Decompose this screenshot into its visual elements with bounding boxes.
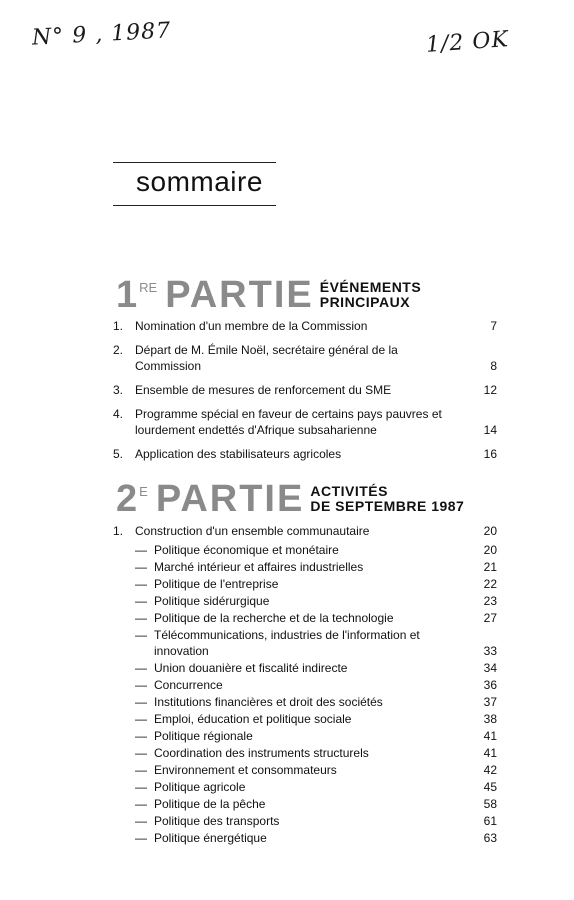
toc-subentry-page: 41: [483, 746, 497, 760]
toc-subentry[interactable]: [113, 694, 497, 710]
toc-subentry-page: 41: [483, 729, 497, 743]
toc-entry-number: 1.: [113, 524, 124, 538]
toc-sublist: [113, 542, 497, 846]
handwritten-issue-number: N° 9 , 1987: [31, 18, 172, 51]
toc-subentry-text: Emploi, éducation et politique sociale: [154, 712, 352, 726]
handwritten-check-note: 1/2 OK: [425, 27, 510, 58]
toc-subentry-page: 61: [483, 814, 497, 828]
part1-subtitle-line2: PRINCIPAUX: [319, 294, 411, 310]
toc-subentry[interactable]: [113, 559, 497, 575]
part1-word: PARTIE: [165, 274, 314, 316]
toc-entry-text: Construction d'un ensemble communautaire: [135, 524, 370, 538]
toc-subentry-page: 34: [483, 661, 497, 675]
toc-entry-page: 14: [483, 423, 497, 437]
toc-subentry-page: 37: [483, 695, 497, 709]
part1-subtitle: [320, 280, 421, 310]
toc-subentry-page: 38: [483, 712, 497, 726]
toc-entry[interactable]: [113, 523, 497, 539]
part2-word: PARTIE: [155, 478, 305, 520]
toc-entry-page: 16: [483, 447, 497, 461]
toc-entry[interactable]: [113, 342, 497, 374]
toc-subentry[interactable]: [113, 627, 497, 659]
toc-entry-text: Ensemble de mesures de renforcement du SME: [135, 383, 392, 397]
part2-subtitle-line1: ACTIVITÉS: [310, 483, 388, 499]
toc-subentry[interactable]: [113, 576, 497, 592]
toc-subentry-text: Politique de la recherche et de la technologie: [154, 611, 394, 625]
toc-entry-number: 3.: [113, 383, 124, 397]
toc-subentry-text: Politique des transports: [154, 814, 280, 828]
toc-subentry-dash: —: [135, 678, 147, 692]
toc-entry[interactable]: [113, 318, 497, 334]
toc-subentry[interactable]: [113, 677, 497, 693]
part1-heading: [116, 276, 421, 314]
page-title: sommaire: [136, 166, 263, 197]
toc-subentry-page: 58: [483, 797, 497, 811]
toc-subentry-text: Institutions financières et droit des sociétés: [154, 695, 383, 709]
toc-subentry-page: 22: [483, 577, 497, 591]
toc-subentry-dash: —: [135, 611, 147, 625]
toc-entry[interactable]: [113, 406, 497, 438]
toc-subentry-dash: —: [135, 543, 147, 557]
toc-entry-number: 4.: [113, 407, 124, 421]
toc-subentry[interactable]: [113, 711, 497, 727]
toc-entry-number: 1.: [113, 319, 124, 333]
toc-subentry-page: 21: [483, 560, 497, 574]
toc-subentry-dash: —: [135, 831, 147, 845]
toc-subentry-dash: —: [135, 577, 147, 591]
part2-toc-list: [113, 523, 497, 847]
part2-number: 2: [116, 478, 138, 520]
toc-subentry-text: Coordination des instruments structurels: [154, 746, 369, 760]
toc-entry-page: 8: [490, 359, 497, 373]
toc-subentry[interactable]: [113, 745, 497, 761]
part2-suffix: E: [139, 484, 148, 499]
toc-subentry[interactable]: [113, 542, 497, 558]
toc-subentry-dash: —: [135, 560, 147, 574]
toc-entry-page: 7: [490, 319, 497, 333]
part1-suffix: RE: [139, 280, 158, 295]
toc-subentry[interactable]: [113, 593, 497, 609]
part2-heading: [116, 480, 464, 518]
toc-subentry[interactable]: [113, 813, 497, 829]
toc-entry-number: 2.: [113, 343, 124, 357]
toc-subentry-text: Politique agricole: [154, 780, 246, 794]
toc-subentry-dash: —: [135, 695, 147, 709]
toc-subentry-text: Concurrence: [154, 678, 223, 692]
toc-subentry-text: Marché intérieur et affaires industrielles: [154, 560, 364, 574]
toc-entry-text: Application des stabilisateurs agricoles: [135, 447, 342, 461]
toc-subentry-text: Politique économique et monétaire: [154, 543, 339, 557]
toc-subentry-text: Télécommunications, industries de l'information et innovation: [154, 628, 420, 658]
toc-entry-text: Nomination d'un membre de la Commission: [135, 319, 368, 333]
part2-subtitle-line2: DE SEPTEMBRE 1987: [310, 498, 465, 514]
toc-subentry-page: 45: [483, 780, 497, 794]
toc-subentry-dash: —: [135, 763, 147, 777]
toc-subentry-text: Politique sidérurgique: [154, 594, 270, 608]
toc-subentry-page: 33: [483, 644, 497, 658]
toc-subentry[interactable]: [113, 830, 497, 846]
toc-subentry-dash: —: [135, 780, 147, 794]
toc-subentry[interactable]: [113, 610, 497, 626]
toc-subentry-dash: —: [135, 661, 147, 675]
toc-subentry[interactable]: [113, 762, 497, 778]
toc-subentry-text: Politique de la pêche: [154, 797, 266, 811]
toc-subentry-text: Union douanière et fiscalité indirecte: [154, 661, 348, 675]
toc-subentry-dash: —: [135, 628, 147, 642]
toc-subentry[interactable]: [113, 779, 497, 795]
toc-entry-page: 20: [483, 524, 497, 538]
toc-entry-text: Programme spécial en faveur de certains pays pauvres et lourdement endettés d'Afrique subsaharienne: [135, 407, 442, 437]
toc-subentry-dash: —: [135, 746, 147, 760]
part2-subtitle: [310, 484, 464, 514]
toc-subentry-page: 42: [483, 763, 497, 777]
toc-subentry-page: 27: [483, 611, 497, 625]
toc-subentry-dash: —: [135, 797, 147, 811]
toc-entry-number: 5.: [113, 447, 124, 461]
toc-subentry-page: 23: [483, 594, 497, 608]
toc-subentry-text: Environnement et consommateurs: [154, 763, 337, 777]
toc-subentry-page: 63: [483, 831, 497, 845]
toc-subentry-text: Politique énergétique: [154, 831, 267, 845]
toc-subentry[interactable]: [113, 796, 497, 812]
toc-subentry[interactable]: [113, 660, 497, 676]
part1-subtitle-line1: ÉVÉNEMENTS: [319, 279, 422, 295]
toc-subentry-dash: —: [135, 594, 147, 608]
title-rule-bottom: [113, 205, 276, 206]
toc-subentry-dash: —: [135, 729, 147, 743]
part1-number: 1: [116, 274, 138, 316]
toc-entry-page: 12: [483, 383, 497, 397]
toc-subentry-text: Politique de l'entreprise: [154, 577, 279, 591]
toc-entry[interactable]: [113, 446, 497, 462]
toc-entry[interactable]: [113, 382, 497, 398]
toc-subentry-dash: —: [135, 814, 147, 828]
toc-subentry[interactable]: [113, 728, 497, 744]
part1-toc-list: [113, 318, 497, 470]
toc-subentry-page: 20: [483, 543, 497, 557]
toc-entry-text: Départ de M. Émile Noël, secrétaire général de la Commission: [135, 343, 398, 373]
toc-subentry-page: 36: [483, 678, 497, 692]
title-rule-top: [113, 162, 276, 163]
toc-subentry-dash: —: [135, 712, 147, 726]
toc-subentry-text: Politique régionale: [154, 729, 253, 743]
